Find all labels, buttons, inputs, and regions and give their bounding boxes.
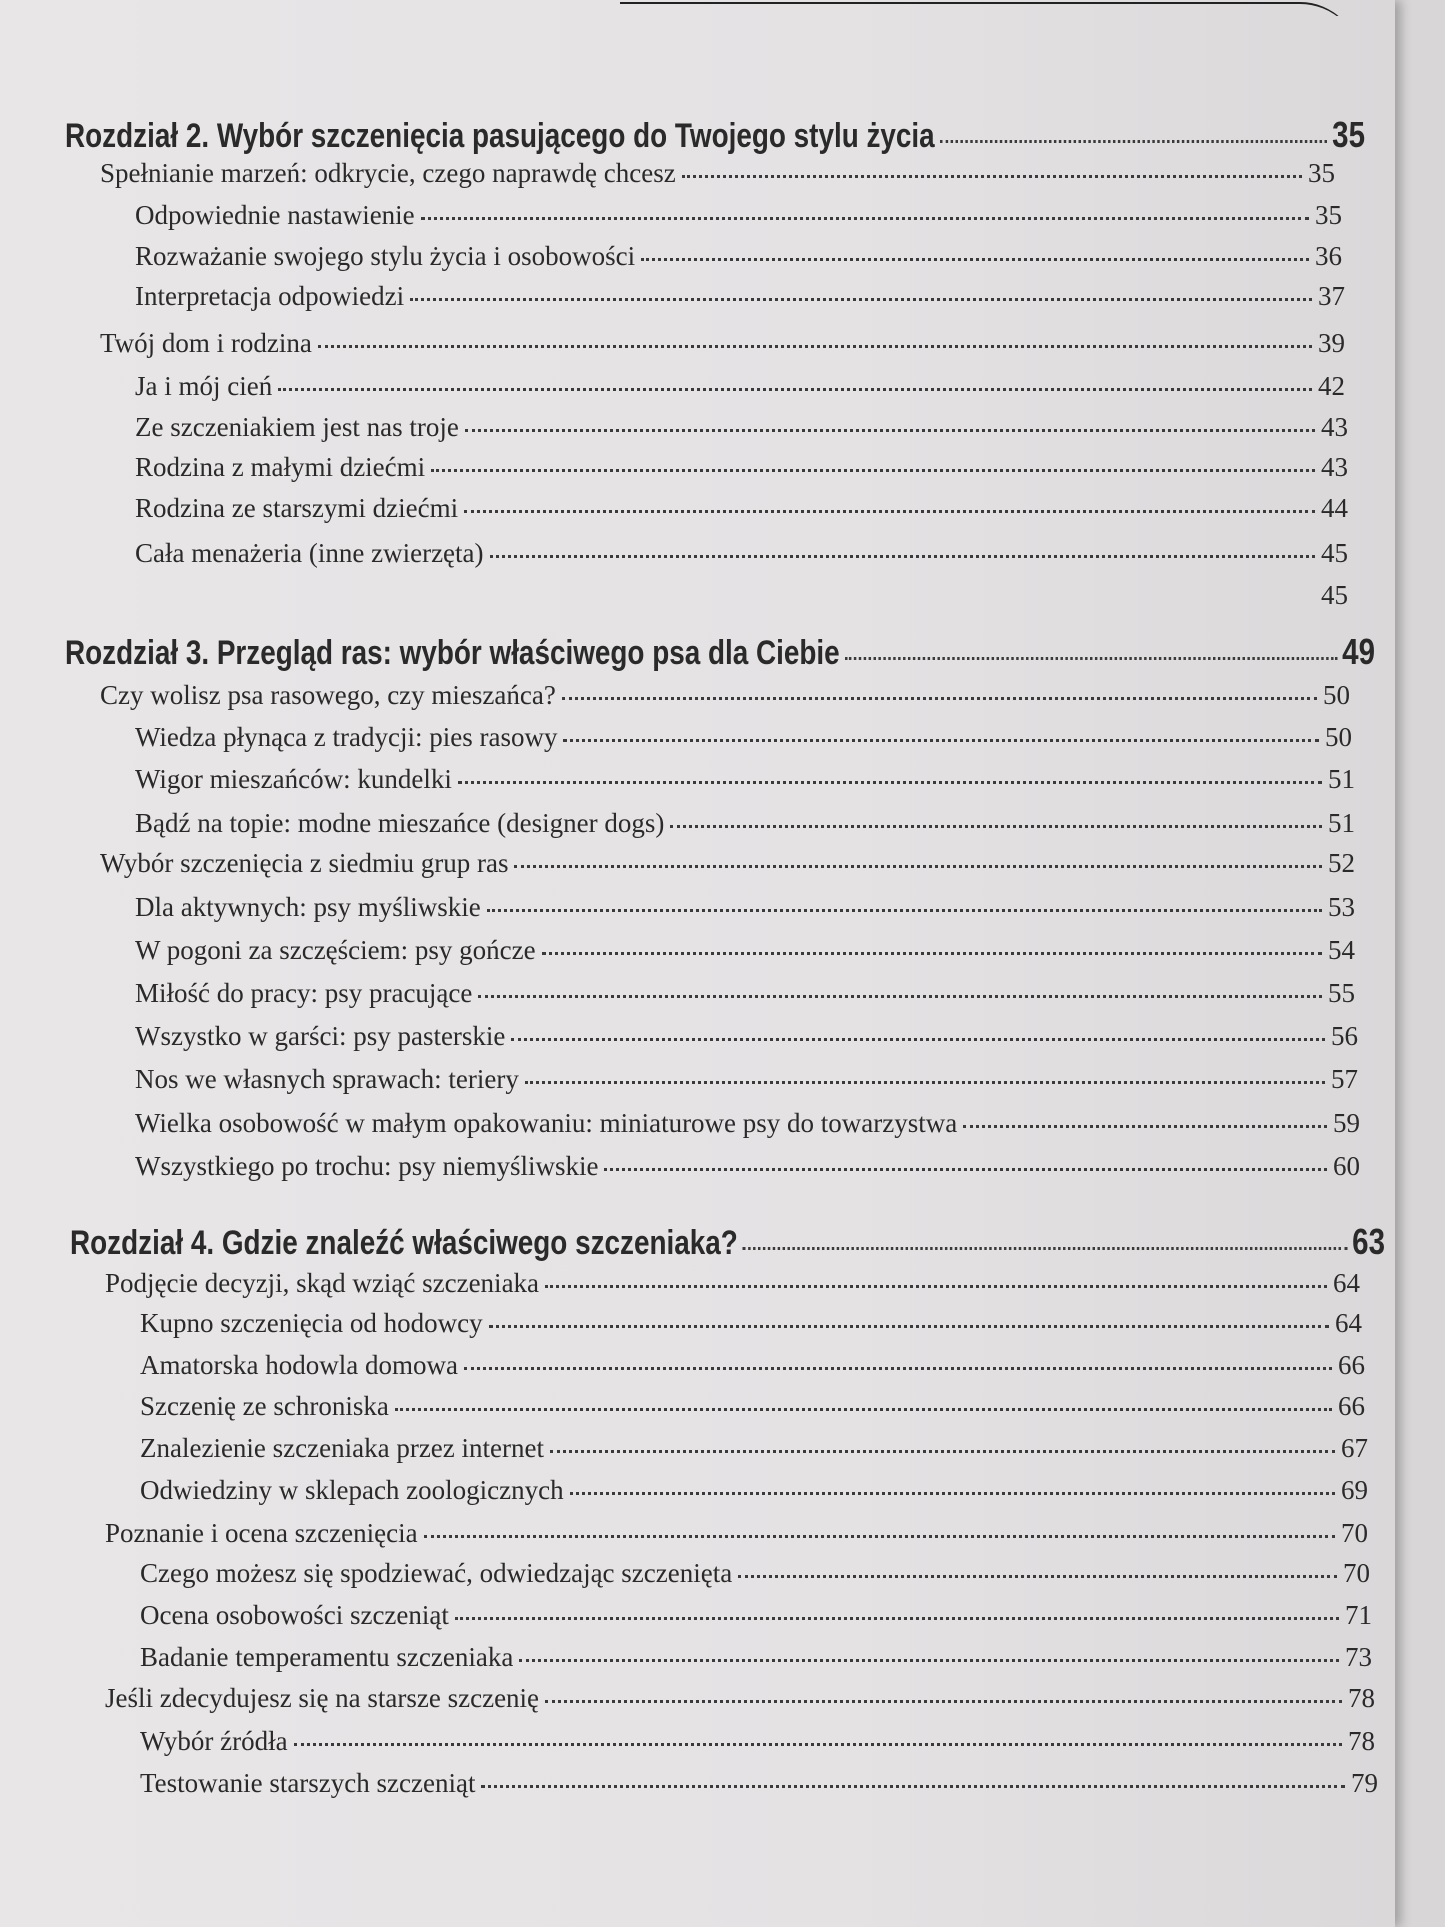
- entry-title: Dla aktywnych: psy myśliwskie: [135, 892, 481, 922]
- leader-dots: [743, 1246, 1348, 1250]
- entry-page-number: 54: [1328, 935, 1355, 965]
- chapter-heading[interactable]: [70, 1221, 1385, 1263]
- entry-page-number: 43: [1321, 452, 1348, 482]
- subsection-entry[interactable]: [135, 1021, 1358, 1052]
- entry-title: Spełnianie marzeń: odkrycie, czego naprawdę chcesz: [100, 158, 676, 188]
- entry-title: Nos we własnych sprawach: teriery: [135, 1064, 519, 1094]
- leader-dots: [421, 216, 1309, 220]
- subsection-entry[interactable]: [135, 200, 1342, 231]
- entry-page-number: 78: [1348, 1683, 1375, 1713]
- subsection-entry[interactable]: [135, 1064, 1358, 1095]
- entry-title: Wszystkiego po trochu: psy niemyśliwskie: [135, 1151, 599, 1181]
- leader-dots: [940, 139, 1328, 143]
- subsection-entry[interactable]: [140, 1308, 1362, 1339]
- entry-page-number: 78: [1348, 1726, 1375, 1756]
- entry-page-number: 44: [1321, 493, 1348, 523]
- leader-dots: [563, 738, 1319, 742]
- leader-dots: [525, 1080, 1325, 1084]
- entry-title: Interpretacja odpowiedzi: [135, 281, 405, 311]
- section-entry[interactable]: [100, 848, 1355, 879]
- section-entry[interactable]: [100, 328, 1345, 359]
- entry-title: Znalezienie szczeniaka przez internet: [140, 1433, 544, 1463]
- entry-title: Rodzina ze starszymi dziećmi: [135, 493, 459, 523]
- section-entry[interactable]: [100, 680, 1350, 711]
- entry-page-number: 51: [1328, 808, 1355, 838]
- entry-page-number: 73: [1345, 1642, 1372, 1672]
- entry-page-number: 57: [1331, 1064, 1358, 1094]
- leader-dots: [489, 1324, 1329, 1328]
- entry-page-number: 42: [1318, 371, 1345, 401]
- entry-title: Wszystko w garści: psy pasterskie: [135, 1021, 506, 1051]
- entry-title: Testowanie starszych szczeniąt: [140, 1768, 476, 1798]
- entry-page-number: 50: [1323, 680, 1350, 710]
- subsection-entry[interactable]: [135, 281, 1345, 312]
- entry-page-number: 66: [1338, 1350, 1365, 1380]
- entry-page-number: 45: [1321, 538, 1348, 568]
- entry-title: Podjęcie decyzji, skąd wziąć szczeniaka: [105, 1268, 540, 1298]
- entry-title: Wybór źródła: [140, 1726, 288, 1756]
- entry-title: Rodzina z małymi dziećmi: [135, 452, 426, 482]
- entry-page-number: 39: [1318, 328, 1345, 358]
- chapter-page-number: 49: [1342, 631, 1375, 672]
- entry-title: Odpowiednie nastawienie: [135, 200, 415, 230]
- subsection-entry[interactable]: [140, 1558, 1370, 1589]
- leader-dots: [511, 1037, 1325, 1041]
- entry-page-number: 53: [1328, 892, 1355, 922]
- entry-title: Szczenię ze schroniska: [140, 1391, 389, 1421]
- entry-page-number: 51: [1328, 764, 1355, 794]
- subsection-entry[interactable]: [135, 935, 1355, 966]
- leader-dots: [570, 1491, 1335, 1495]
- entry-page-number: 43: [1321, 412, 1348, 442]
- entry-title: Rozważanie swojego stylu życia i osobowości: [135, 241, 636, 271]
- leader-dots: [519, 1658, 1339, 1662]
- entry-page-number: 67: [1341, 1433, 1368, 1463]
- entry-page-number: 35: [1315, 200, 1342, 230]
- leader-dots: [641, 257, 1309, 261]
- leader-dots: [410, 297, 1312, 301]
- entry-title: Wybór szczenięcia z siedmiu grup ras: [100, 848, 509, 878]
- entry-title: W pogoni za szczęściem: psy gończe: [135, 935, 536, 965]
- subsection-entry[interactable]: [135, 1108, 1360, 1139]
- leader-dots: [562, 696, 1317, 700]
- leader-dots: [478, 994, 1322, 998]
- subsection-entry[interactable]: [135, 892, 1355, 923]
- leader-dots: [604, 1167, 1327, 1171]
- entry-title: Cała menażeria (inne zwierzęta): [135, 538, 484, 568]
- subsection-entry[interactable]: [140, 1350, 1365, 1381]
- leader-dots: [542, 951, 1322, 955]
- leader-dots: [455, 1616, 1339, 1620]
- subsection-entry[interactable]: [135, 764, 1355, 795]
- entry-page-number: 52: [1328, 848, 1355, 878]
- section-entry[interactable]: [105, 1268, 1360, 1299]
- leader-dots: [963, 1124, 1327, 1128]
- entry-title: Wigor mieszańców: kundelki: [135, 764, 452, 794]
- leader-dots: [318, 344, 1312, 348]
- entry-title: Bądź na topie: modne mieszańce (designer dogs): [135, 808, 665, 838]
- leader-dots: [487, 908, 1322, 912]
- chapter-heading[interactable]: [65, 631, 1375, 673]
- entry-page-number: 36: [1315, 241, 1342, 271]
- entry-page-number: 35: [1308, 158, 1335, 188]
- entry-page-number: 70: [1341, 1518, 1368, 1548]
- entry-title: Ocena osobowości szczeniąt: [140, 1600, 449, 1630]
- entry-title: Czy wolisz psa rasowego, czy mieszańca?: [100, 680, 556, 710]
- leader-dots: [670, 824, 1322, 828]
- entry-title: Wiedza płynąca z tradycji: pies rasowy: [135, 722, 558, 752]
- entry-page-number: 71: [1345, 1600, 1372, 1630]
- subsection-entry[interactable]: [135, 978, 1355, 1009]
- leader-dots: [395, 1407, 1332, 1411]
- entry-page-number: 55: [1328, 978, 1355, 1008]
- entry-page-number: 70: [1343, 1558, 1370, 1588]
- entry-page-number: 59: [1333, 1108, 1360, 1138]
- entry-page-number: 64: [1333, 1268, 1360, 1298]
- leader-dots: [845, 656, 1338, 660]
- entry-title: Poznanie i ocena szczenięcia: [105, 1518, 418, 1548]
- entry-title: Ze szczeniakiem jest nas troje: [135, 412, 459, 442]
- entry-page-number: 56: [1331, 1021, 1358, 1051]
- entry-title: Miłość do pracy: psy pracujące: [135, 978, 473, 1008]
- entry-title: Twój dom i rodzina: [100, 328, 312, 358]
- subsection-entry[interactable]: [140, 1768, 1378, 1799]
- entry-page-number: 45: [1321, 580, 1348, 610]
- entry-title: Odwiedziny w sklepach zoologicznych: [140, 1475, 564, 1505]
- subsection-entry[interactable]: [135, 808, 1355, 839]
- chapter-page-number: 63: [1352, 1221, 1385, 1262]
- subsection-entry[interactable]: [135, 371, 1345, 402]
- subsection-entry[interactable]: [135, 580, 1348, 611]
- subsection-entry[interactable]: [135, 538, 1348, 569]
- leader-dots: [278, 387, 1312, 391]
- subsection-entry[interactable]: [135, 412, 1348, 443]
- subsection-entry[interactable]: [135, 493, 1348, 524]
- leader-dots: [545, 1699, 1342, 1703]
- leader-dots: [481, 1784, 1345, 1788]
- subsection-entry[interactable]: [135, 241, 1342, 272]
- subsection-entry[interactable]: [140, 1433, 1368, 1464]
- subsection-entry[interactable]: [135, 1151, 1360, 1182]
- entry-page-number: 69: [1341, 1475, 1368, 1505]
- leader-dots: [550, 1449, 1335, 1453]
- subsection-entry[interactable]: [140, 1391, 1365, 1422]
- entry-page-number: 50: [1325, 722, 1352, 752]
- chapter-title: Rozdział 2. Wybór szczenięcia pasującego do Twojego stylu życia: [65, 117, 935, 155]
- leader-dots: [431, 468, 1315, 472]
- entry-page-number: 79: [1351, 1768, 1378, 1798]
- chapter-page-number: 35: [1332, 114, 1365, 155]
- leader-dots: [514, 864, 1322, 868]
- subsection-entry[interactable]: [135, 452, 1348, 483]
- leader-dots: [458, 780, 1322, 784]
- section-entry[interactable]: [105, 1518, 1368, 1549]
- leader-dots: [545, 1284, 1327, 1288]
- leader-dots: [464, 509, 1315, 513]
- subsection-entry[interactable]: [140, 1726, 1375, 1757]
- section-entry[interactable]: [100, 158, 1335, 189]
- leader-dots: [464, 1366, 1332, 1370]
- subsection-entry[interactable]: [140, 1642, 1372, 1673]
- leader-dots: [424, 1534, 1335, 1538]
- entry-title: Jeśli zdecydujesz się na starsze szczenię: [105, 1683, 540, 1713]
- leader-dots: [294, 1742, 1342, 1746]
- entry-title: Badanie temperamentu szczeniaka: [140, 1642, 514, 1672]
- entry-title: Amatorska hodowla domowa: [140, 1350, 458, 1380]
- entry-page-number: 64: [1335, 1308, 1362, 1338]
- leader-dots: [738, 1574, 1337, 1578]
- chapter-title: Rozdział 4. Gdzie znaleźć właściwego szczeniaka?: [70, 1224, 738, 1262]
- entry-page-number: 37: [1318, 281, 1345, 311]
- entry-title: Czego możesz się spodziewać, odwiedzając szczenięta: [140, 1558, 733, 1588]
- leader-dots: [682, 174, 1302, 178]
- section-entry[interactable]: [105, 1683, 1375, 1714]
- leader-dots: [490, 554, 1315, 558]
- entry-title: Kupno szczenięcia od hodowcy: [140, 1308, 483, 1338]
- chapter-title: Rozdział 3. Przegląd ras: wybór właściwego psa dla Ciebie: [65, 634, 840, 672]
- entry-page-number: 60: [1333, 1151, 1360, 1181]
- subsection-entry[interactable]: [140, 1600, 1372, 1631]
- entry-title: Ja i mój cień: [135, 371, 273, 401]
- subsection-entry[interactable]: [135, 722, 1352, 753]
- subsection-entry[interactable]: [140, 1475, 1368, 1506]
- entry-title: Wielka osobowość w małym opakowaniu: miniaturowe psy do towarzystwa: [135, 1108, 958, 1138]
- entry-page-number: 66: [1338, 1391, 1365, 1421]
- leader-dots: [465, 428, 1315, 432]
- chapter-heading[interactable]: [65, 114, 1365, 156]
